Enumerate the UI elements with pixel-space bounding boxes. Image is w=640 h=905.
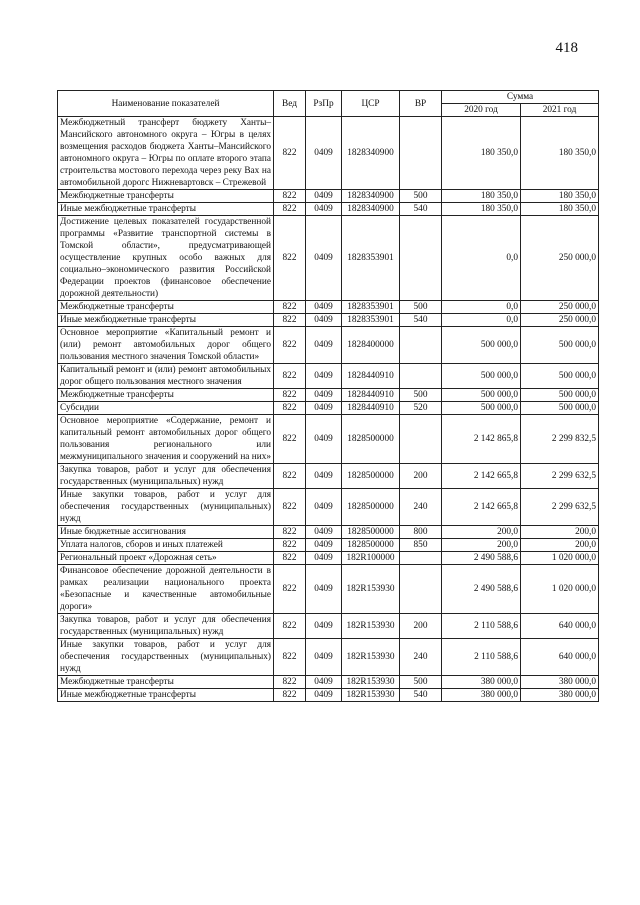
row-rzpr: 0409 [306,464,342,489]
row-ved: 822 [274,614,306,639]
row-csr: 1828340900 [342,203,400,216]
row-amount-2020: 380 000,0 [442,689,521,702]
row-vr [400,216,442,301]
row-amount-2020: 2 142 865,8 [442,415,521,464]
row-amount-2020: 0,0 [442,301,521,314]
table-row [58,565,599,614]
row-amount-2021: 380 000,0 [521,689,599,702]
row-vr: 520 [400,402,442,415]
row-amount-2021: 500 000,0 [521,389,599,402]
row-ved: 822 [274,190,306,203]
row-ved: 822 [274,526,306,539]
row-rzpr: 0409 [306,614,342,639]
row-amount-2020: 2 490 588,6 [442,552,521,565]
row-ved: 822 [274,216,306,301]
row-amount-2020: 2 110 588,6 [442,614,521,639]
row-rzpr: 0409 [306,415,342,464]
row-ved: 822 [274,402,306,415]
table-row [58,117,599,190]
row-rzpr: 0409 [306,203,342,216]
row-name: Иные межбюджетные трансферты [58,314,274,327]
row-vr [400,415,442,464]
header-sum: Сумма [442,91,599,104]
row-name: Межбюджетные трансферты [58,190,274,203]
row-vr: 240 [400,489,442,526]
row-amount-2020: 500 000,0 [442,327,521,364]
table-row [58,489,599,526]
row-name: Субсидии [58,402,274,415]
row-ved: 822 [274,415,306,464]
row-amount-2021: 380 000,0 [521,676,599,689]
table-row [58,203,599,216]
row-amount-2020: 200,0 [442,539,521,552]
row-ved: 822 [274,689,306,702]
row-name: Иные бюджетные ассигнования [58,526,274,539]
table-row [58,216,599,301]
row-csr: 1828353901 [342,314,400,327]
row-vr: 850 [400,539,442,552]
row-name: Закупка товаров, работ и услуг для обеспечения государственных (муниципальных) нужд [58,464,274,489]
page-number: 418 [555,40,578,56]
row-name: Межбюджетные трансферты [58,301,274,314]
row-csr: 1828440910 [342,402,400,415]
row-rzpr: 0409 [306,402,342,415]
row-rzpr: 0409 [306,117,342,190]
row-rzpr: 0409 [306,190,342,203]
row-csr: 1828340900 [342,117,400,190]
row-amount-2020: 0,0 [442,216,521,301]
row-ved: 822 [274,565,306,614]
row-rzpr: 0409 [306,364,342,389]
row-csr: 182R153930 [342,676,400,689]
row-amount-2021: 2 299 632,5 [521,464,599,489]
row-rzpr: 0409 [306,314,342,327]
row-vr [400,364,442,389]
table-row [58,190,599,203]
row-rzpr: 0409 [306,526,342,539]
table-row [58,402,599,415]
row-amount-2020: 380 000,0 [442,676,521,689]
row-amount-2020: 0,0 [442,314,521,327]
row-rzpr: 0409 [306,552,342,565]
row-amount-2020: 2 110 588,6 [442,639,521,676]
row-vr: 540 [400,203,442,216]
row-csr: 1828440910 [342,389,400,402]
row-csr: 182R153930 [342,565,400,614]
table-row [58,539,599,552]
row-ved: 822 [274,489,306,526]
row-amount-2021: 500 000,0 [521,402,599,415]
row-amount-2021: 500 000,0 [521,327,599,364]
header-rzpr: РзПр [306,91,342,117]
row-vr: 200 [400,464,442,489]
row-ved: 822 [274,301,306,314]
row-rzpr: 0409 [306,489,342,526]
row-csr: 182R153930 [342,639,400,676]
row-csr: 182R153930 [342,614,400,639]
header-vr: ВР [400,91,442,117]
row-name: Межбюджетные трансферты [58,389,274,402]
row-name: Иные межбюджетные трансферты [58,689,274,702]
row-vr [400,327,442,364]
table-row [58,552,599,565]
row-rzpr: 0409 [306,539,342,552]
row-csr: 1828353901 [342,216,400,301]
row-amount-2021: 1 020 000,0 [521,565,599,614]
row-name: Закупка товаров, работ и услуг для обеспечения государственных (муниципальных) нужд [58,614,274,639]
row-vr: 500 [400,389,442,402]
row-name: Межбюджетный трансферт бюджету Ханты–Мансийского автономного округа – Югры в целях возмещения расходов бюджета Ханты–Мансийского автономного округа – Югры по оплате второго этапа строительства мостового перехода через реку Вах на автомобильной дорогс Нижневартовск – Стрежевой [58,117,274,190]
row-rzpr: 0409 [306,389,342,402]
row-amount-2020: 2 490 588,6 [442,565,521,614]
row-csr: 1828500000 [342,415,400,464]
row-amount-2020: 2 142 665,8 [442,464,521,489]
row-amount-2020: 200,0 [442,526,521,539]
row-vr: 500 [400,676,442,689]
row-amount-2021: 250 000,0 [521,301,599,314]
row-rzpr: 0409 [306,216,342,301]
table-row [58,389,599,402]
row-amount-2021: 2 299 632,5 [521,489,599,526]
row-name: Основное мероприятие «Капитальный ремонт и (или) ремонт автомобильных дорог общего пользования местного значения Томской области» [58,327,274,364]
table-row [58,526,599,539]
row-amount-2020: 500 000,0 [442,389,521,402]
row-name: Иные закупки товаров, работ и услуг для обеспечения государственных (муниципальных) нужд [58,489,274,526]
table-row [58,639,599,676]
row-csr: 1828500000 [342,526,400,539]
row-ved: 822 [274,364,306,389]
row-amount-2020: 500 000,0 [442,402,521,415]
row-amount-2021: 500 000,0 [521,364,599,389]
row-csr: 182R153930 [342,689,400,702]
row-name: Иные межбюджетные трансферты [58,203,274,216]
row-vr: 800 [400,526,442,539]
row-csr: 1828400000 [342,327,400,364]
row-amount-2021: 250 000,0 [521,216,599,301]
header-ved: Вед [274,91,306,117]
row-name: Региональный проект «Дорожная сеть» [58,552,274,565]
row-vr [400,565,442,614]
row-vr: 540 [400,314,442,327]
header-name: Наименование показателей [58,91,274,117]
row-amount-2020: 180 350,0 [442,190,521,203]
row-vr: 200 [400,614,442,639]
row-amount-2020: 180 350,0 [442,117,521,190]
row-name: Капитальный ремонт и (или) ремонт автомобильных дорог общего пользования местного значения [58,364,274,389]
row-amount-2021: 640 000,0 [521,639,599,676]
table-row [58,676,599,689]
row-csr: 1828353901 [342,301,400,314]
row-csr: 1828500000 [342,464,400,489]
table-row [58,301,599,314]
row-ved: 822 [274,539,306,552]
table-row [58,364,599,389]
row-name: Достижение целевых показателей государственной программы «Развитие транспортной системы в Томской области», предусматривающей осуществление крупных особо важных для социально–экономического развития Российской Федерации проектов (финансовое обеспечение дорожной деятельности) [58,216,274,301]
row-vr [400,552,442,565]
row-amount-2020: 180 350,0 [442,203,521,216]
row-amount-2020: 500 000,0 [442,364,521,389]
row-amount-2021: 180 350,0 [521,190,599,203]
table-body [58,117,599,702]
row-csr: 1828500000 [342,539,400,552]
row-ved: 822 [274,314,306,327]
table-row [58,464,599,489]
row-rzpr: 0409 [306,301,342,314]
row-vr [400,117,442,190]
row-name: Основное мероприятие «Содержание, ремонт и капитальный ремонт автомобильных дорог общего пользования регионального или межмуниципального значения и сооружений на них» [58,415,274,464]
row-ved: 822 [274,552,306,565]
row-amount-2021: 250 000,0 [521,314,599,327]
row-vr: 500 [400,301,442,314]
row-amount-2021: 180 350,0 [521,203,599,216]
row-ved: 822 [274,464,306,489]
header-year-2021: 2021 год [521,104,599,117]
row-csr: 1828500000 [342,489,400,526]
row-name: Уплата налогов, сборов и иных платежей [58,539,274,552]
row-csr: 1828340900 [342,190,400,203]
header-year-2020: 2020 год [442,104,521,117]
row-amount-2021: 200,0 [521,526,599,539]
header-csr: ЦСР [342,91,400,117]
row-rzpr: 0409 [306,676,342,689]
row-vr: 500 [400,190,442,203]
row-rzpr: 0409 [306,639,342,676]
row-name: Финансовое обеспечение дорожной деятельности в рамках реализации национального проекта «Безопасные и качественные автомобильные дороги» [58,565,274,614]
row-ved: 822 [274,327,306,364]
row-amount-2021: 200,0 [521,539,599,552]
row-name: Иные закупки товаров, работ и услуг для обеспечения государственных (муниципальных) нужд [58,639,274,676]
table-row [58,614,599,639]
row-amount-2021: 640 000,0 [521,614,599,639]
table-header [58,91,599,117]
table-row [58,327,599,364]
row-amount-2021: 180 350,0 [521,117,599,190]
row-rzpr: 0409 [306,565,342,614]
row-ved: 822 [274,117,306,190]
table-row [58,689,599,702]
table-row [58,314,599,327]
table-row [58,415,599,464]
row-vr: 540 [400,689,442,702]
row-amount-2021: 2 299 832,5 [521,415,599,464]
row-rzpr: 0409 [306,327,342,364]
row-rzpr: 0409 [306,689,342,702]
row-amount-2021: 1 020 000,0 [521,552,599,565]
row-amount-2020: 2 142 665,8 [442,489,521,526]
row-csr: 1828440910 [342,364,400,389]
row-vr: 240 [400,639,442,676]
row-csr: 182R100000 [342,552,400,565]
row-ved: 822 [274,639,306,676]
row-name: Межбюджетные трансферты [58,676,274,689]
row-ved: 822 [274,203,306,216]
row-ved: 822 [274,676,306,689]
row-ved: 822 [274,389,306,402]
budget-table [57,90,599,702]
